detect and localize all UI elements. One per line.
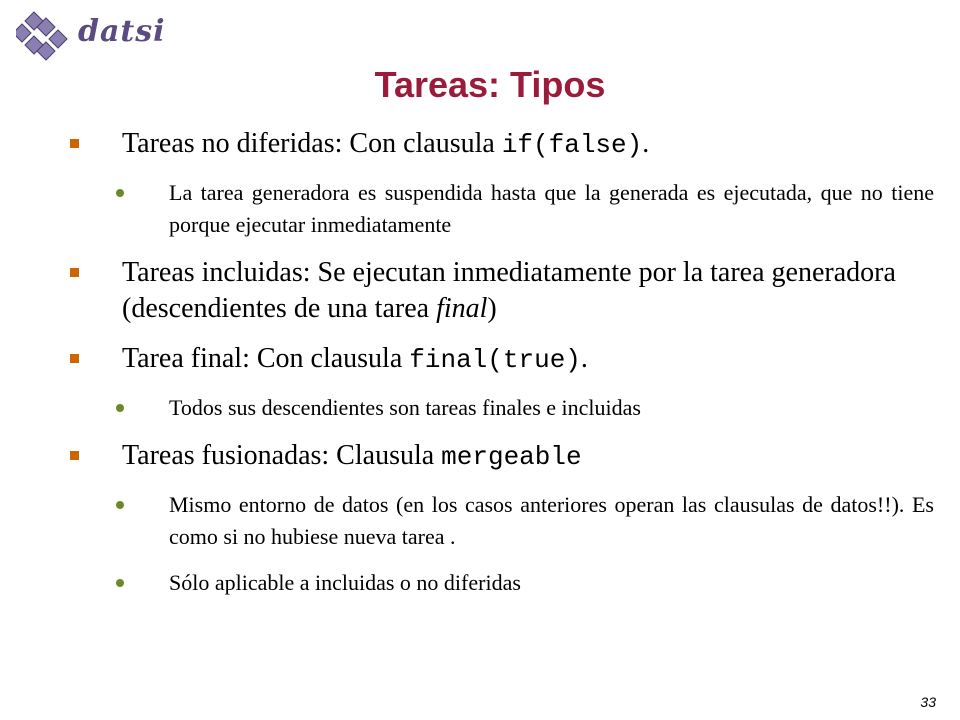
sub-bullet-text: La tarea generadora es suspendida hasta que la generada es ejecutada, que no tiene porque ejecutar inmediatamente xyxy=(169,180,934,237)
sub-bullet-text: Sólo aplicable a incluidas o no diferidas xyxy=(169,570,521,595)
logo-text: datsi xyxy=(78,14,166,49)
code-if-false: if(false) xyxy=(501,130,643,160)
bullet-end: . xyxy=(580,343,588,374)
square-bullet-icon xyxy=(70,354,79,363)
sub-bullet-text: Todos sus descendientes son tareas finales e incluidas xyxy=(169,395,641,420)
round-bullet-icon xyxy=(116,404,124,412)
square-bullet-icon xyxy=(70,451,79,460)
square-bullet-icon xyxy=(70,268,79,277)
bullet-text: Tareas incluidas: Se ejecutan inmediatamente por la tarea generadora (descendientes de una tarea xyxy=(122,257,896,324)
sub-bullet-descendientes xyxy=(64,392,934,424)
bullet-incluidas xyxy=(64,255,934,327)
sub-bullet-suspendida xyxy=(64,177,934,241)
round-bullet-icon xyxy=(116,189,124,197)
slide-content xyxy=(64,126,934,613)
sub-bullet-aplicable xyxy=(64,567,934,599)
bullet-no-diferidas xyxy=(64,126,934,163)
round-bullet-icon xyxy=(116,579,124,587)
diamond-logo-icon xyxy=(16,8,76,64)
slide-title: Tareas: Tipos xyxy=(374,64,606,105)
bullet-text: Tareas no diferidas: Con clausula xyxy=(122,128,502,159)
italic-final: final xyxy=(436,293,488,324)
page-number: 33 xyxy=(920,694,936,710)
square-bullet-icon xyxy=(70,139,79,148)
code-final-true: final(true) xyxy=(409,345,581,375)
sub-bullet-entorno xyxy=(64,489,934,553)
bullet-end: ) xyxy=(487,293,497,324)
code-mergeable: mergeable xyxy=(441,442,582,472)
bullet-end: . xyxy=(642,128,650,159)
datsi-logo xyxy=(16,8,166,64)
sub-bullet-text: Mismo entorno de datos (en los casos anteriores operan las clausulas de datos!!). Es como si no hubiese nueva tarea . xyxy=(169,492,934,549)
bullet-text: Tarea final: Con clausula xyxy=(122,343,410,374)
round-bullet-icon xyxy=(116,501,124,509)
bullet-final xyxy=(64,341,934,378)
bullet-fusionadas xyxy=(64,438,934,475)
bullet-text: Tareas fusionadas: Clausula xyxy=(122,440,442,471)
